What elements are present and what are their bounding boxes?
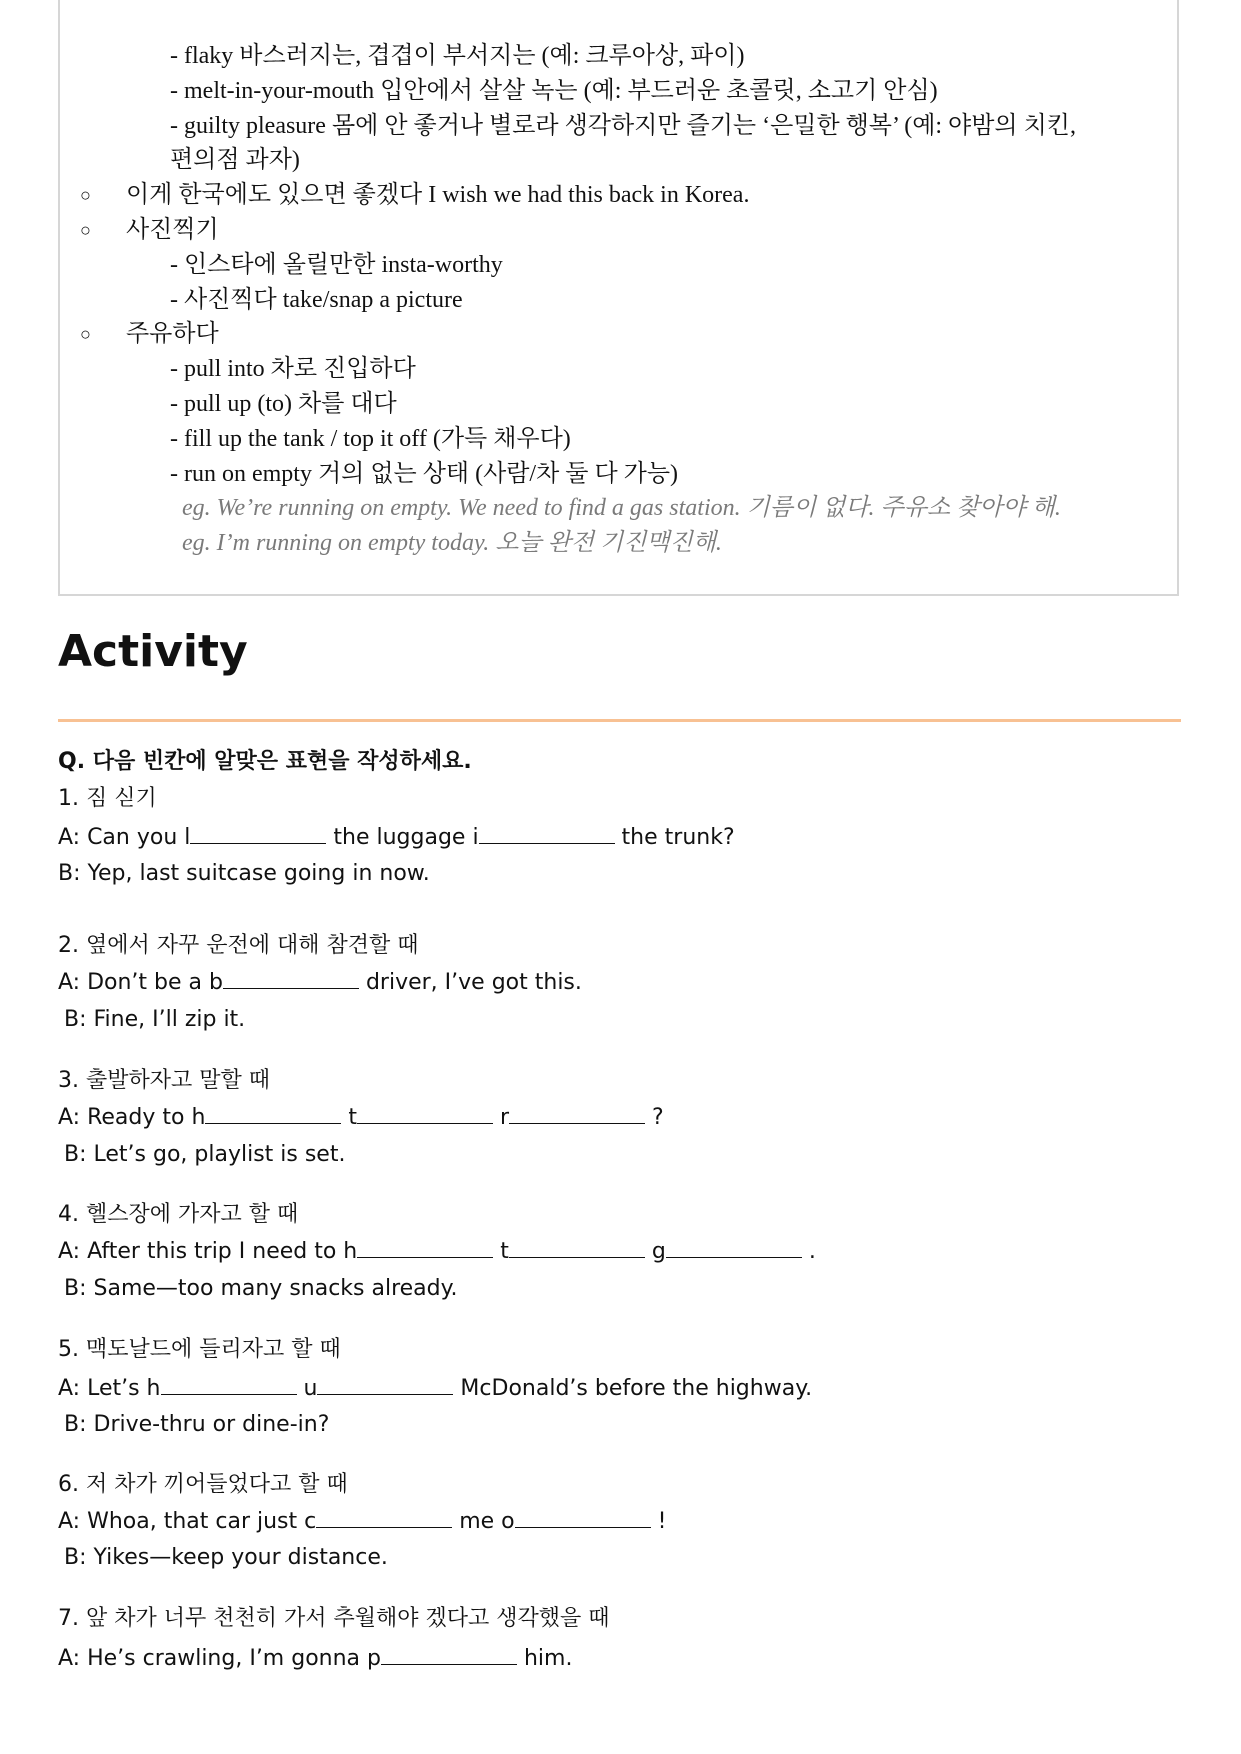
line-a-text: . (801, 1239, 816, 1264)
line-b: B: Drive-thru or dine-in? (64, 1412, 330, 1437)
line-b: B: Fine, I’ll zip it. (64, 1007, 246, 1032)
line-a-text: A: Whoa, that car just c (58, 1509, 317, 1534)
sub-item (170, 457, 678, 491)
exercise-heading: 3. 출발하자고 말할 때 (58, 1068, 270, 1093)
bullet-item (80, 213, 219, 247)
blank-input[interactable] (190, 821, 326, 844)
exercise-heading: 2. 옆에서 자꾸 운전에 대해 참견할 때 (58, 933, 419, 958)
line-a (58, 1504, 666, 1540)
exercise-heading: 7. 앞 차가 너무 천천히 가서 추월해야 겠다고 생각했을 때 (58, 1606, 610, 1631)
line-text: 주유하다 (126, 321, 219, 348)
line-a-text: him. (517, 1646, 573, 1671)
line-a (58, 1641, 572, 1677)
sub-item (170, 74, 938, 108)
sub-item (170, 422, 571, 456)
line-a-text: McDonald’s before the highway. (453, 1376, 813, 1401)
sub-item (170, 39, 744, 73)
line-b: B: Yep, last suitcase going in now. (58, 861, 430, 886)
line-a-text: t (493, 1239, 509, 1264)
example-sentence (182, 526, 722, 560)
line-a-text: A: He’s crawling, I’m gonna p (58, 1646, 381, 1671)
line-a (58, 1100, 664, 1136)
exercise-heading: 4. 헬스장에 가자고 할 때 (58, 1202, 299, 1227)
activity-title: Activity (58, 626, 248, 677)
line-a-text: A: Ready to h (58, 1105, 206, 1130)
blank-input[interactable] (357, 1101, 493, 1124)
line-a-text: ? (645, 1105, 664, 1130)
line-a (58, 965, 582, 1001)
line-text: eg. We’re running on empty. We need to find a gas station. 기름이 없다. 주유소 찾아야 해. (182, 495, 1061, 522)
line-a-text: me o (452, 1509, 515, 1534)
question-prompt: Q. 다음 빈칸에 알맞은 표현을 작성하세요. (58, 749, 472, 774)
blank-input[interactable] (666, 1235, 802, 1258)
sub-item (170, 387, 397, 421)
line-text: - 인스타에 올릴만한 insta-worthy (170, 251, 503, 278)
line-text: - pull up (to) 차를 대다 (170, 391, 397, 417)
exercise-heading: 5. 맥도날드에 들리자고 할 때 (58, 1337, 341, 1362)
blank-input[interactable] (515, 1505, 651, 1528)
line-a (58, 1234, 816, 1270)
line-text: 사진찍기 (126, 217, 219, 243)
line-b: B: Yikes—keep your distance. (64, 1545, 388, 1570)
exercise-heading: 1. 짐 싣기 (58, 786, 157, 811)
blank-input[interactable] (223, 966, 359, 989)
sub-item (170, 109, 1076, 143)
line-text: - 사진찍다 take/snap a picture (170, 286, 463, 313)
bullet-item (80, 178, 750, 212)
sub-item (170, 283, 463, 317)
blank-input[interactable] (509, 1101, 645, 1124)
line-a-text: A: After this trip I need to h (58, 1239, 358, 1264)
line-a-text: g (644, 1239, 666, 1264)
line-text: eg. I’m running on empty today. 오늘 완전 기진맥진해. (182, 530, 722, 557)
blank-input[interactable] (357, 1235, 493, 1258)
sub-item (170, 143, 300, 177)
example-sentence (182, 491, 1061, 525)
blank-input[interactable] (205, 1101, 341, 1124)
blank-input[interactable] (381, 1642, 517, 1665)
line-text: 편의점 과자) (170, 147, 300, 174)
line-a-text: A: Can you l (58, 825, 191, 850)
line-a-text: driver, I’ve got this. (358, 970, 582, 995)
line-a-text: r (493, 1105, 510, 1130)
line-a-text: A: Don’t be a b (58, 970, 223, 995)
sub-item (170, 352, 416, 386)
line-text: 이게 한국에도 있으면 좋겠다 I wish we had this back in Korea. (126, 182, 750, 209)
circle-bullet-icon: ○ (80, 324, 91, 345)
line-a-text: A: Let’s h (58, 1376, 161, 1401)
line-a (58, 820, 735, 856)
line-text: - melt-in-your-mouth 입안에서 살살 녹는 (예: 부드러운 초콜릿, 소고기 안심) (170, 77, 938, 104)
circle-bullet-icon: ○ (80, 185, 91, 206)
blank-input[interactable] (161, 1372, 297, 1395)
line-b: B: Let’s go, playlist is set. (64, 1142, 346, 1167)
line-text: - guilty pleasure 몸에 안 좋거나 별로라 생각하지만 즐기는 ‘은밀한 행복’ (예: 야밤의 치킨, (170, 112, 1076, 139)
line-a-text: the trunk? (614, 825, 735, 850)
exercise-heading: 6. 저 차가 끼어들었다고 할 때 (58, 1472, 348, 1497)
line-text: - run on empty 거의 없는 상태 (사람/차 둘 다 가능) (170, 460, 679, 487)
line-a-text: u (296, 1376, 318, 1401)
blank-input[interactable] (509, 1235, 645, 1258)
bullet-item (80, 317, 219, 351)
section-divider (58, 719, 1181, 722)
line-a-text: t (341, 1105, 358, 1130)
circle-bullet-icon: ○ (80, 220, 91, 240)
blank-input[interactable] (317, 1372, 453, 1395)
line-text: - flaky 바스러지는, 겹겹이 부서지는 (예: 크루아상, 파이) (170, 43, 745, 69)
line-a-text: the luggage i (326, 825, 479, 850)
line-b: B: Same—too many snacks already. (64, 1276, 458, 1301)
line-text: - fill up the tank / top it off (가득 채우다) (170, 425, 571, 452)
blank-input[interactable] (479, 821, 615, 844)
sub-item (170, 248, 503, 282)
line-a (58, 1371, 812, 1407)
line-text: - pull into 차로 진입하다 (170, 356, 416, 383)
blank-input[interactable] (316, 1505, 452, 1528)
line-a-text: ! (650, 1509, 667, 1534)
notes-box (58, 0, 1179, 596)
